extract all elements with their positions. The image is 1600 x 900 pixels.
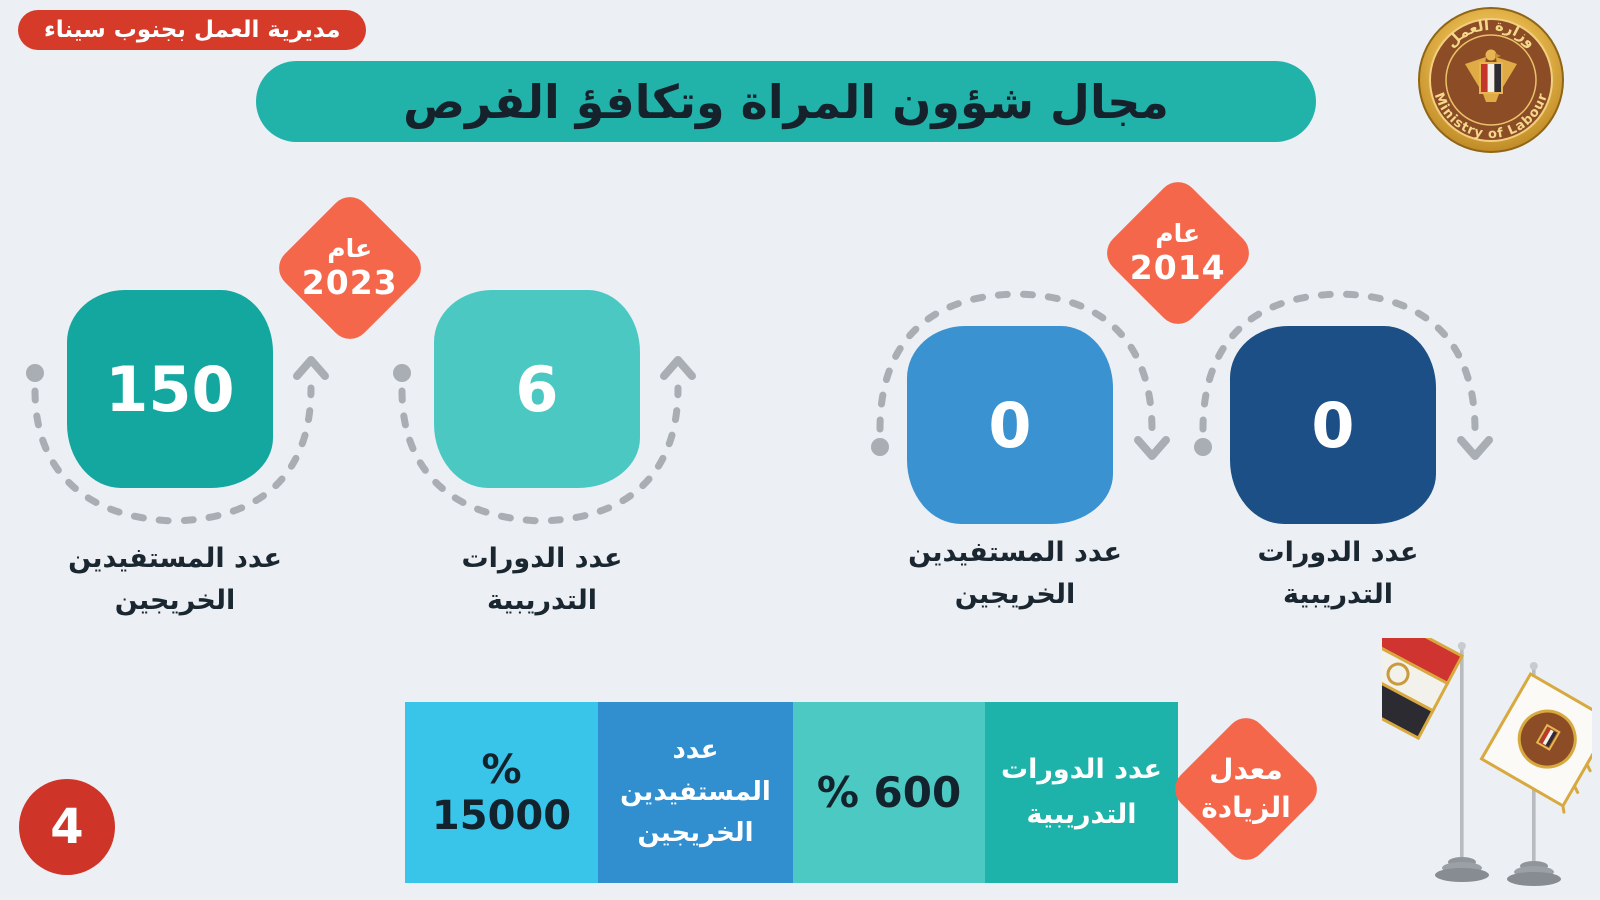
title-banner (256, 61, 1316, 142)
stat-label (382, 538, 702, 622)
stat-label (1178, 532, 1498, 616)
header-line2: التدريبية (1026, 798, 1137, 830)
page-number-badge (19, 779, 115, 875)
courses-rate-value: % 600 (816, 768, 962, 817)
flag-stand-bases (1435, 857, 1561, 886)
directorate-badge-label: مديرية العمل بجنوب سيناء (44, 17, 341, 43)
stat-label-line2: الخريجين (954, 578, 1076, 610)
stat-value: 0 (988, 388, 1032, 462)
rate-line2: الزيادة (1201, 791, 1291, 824)
year-word: عام (327, 233, 373, 263)
stat-card-2023-courses (382, 278, 702, 628)
stat-card-2014-beneficiaries (855, 282, 1175, 632)
stat-value: 0 (1311, 388, 1355, 462)
stat-value: 6 (515, 352, 559, 426)
year-2014-text (1130, 220, 1226, 287)
ministry-of-labour-logo-icon (1416, 5, 1566, 155)
stat-card-2014-courses (1178, 282, 1498, 632)
stat-value: 150 (105, 352, 235, 426)
year-value: 2023 (302, 262, 398, 302)
stat-label-line2: التدريبية (1282, 578, 1394, 610)
year-value: 2014 (1130, 247, 1226, 287)
stat-label-line1: عدد المستفيدين (68, 543, 282, 574)
rate-line1: معدل (1209, 753, 1283, 787)
stat-card-2023-beneficiaries (15, 278, 335, 628)
beneficiaries-rate-cell (405, 702, 598, 883)
stat-label-line1: عدد المستفيدين (908, 537, 1122, 568)
stat-label (15, 538, 335, 622)
stat-label-line1: عدد الدورات (461, 543, 623, 574)
increase-rate-diamond (1167, 710, 1325, 868)
stat-label-line1: عدد الدورات (1257, 537, 1419, 568)
egypt-ministry-desk-flags-icon (1382, 638, 1592, 888)
page-title: مجال شؤون المراة وتكافؤ الفرص (403, 74, 1169, 129)
courses-rate-cell (793, 702, 985, 883)
beneficiaries-header-cell (598, 702, 793, 883)
stat-box (1230, 326, 1436, 524)
stat-box (434, 290, 640, 488)
logo-arabic-name: وزارة العمل (1442, 15, 1540, 52)
egypt-flag (1382, 638, 1462, 742)
stat-label (855, 532, 1175, 616)
courses-header-cell (985, 702, 1178, 883)
increase-rate-text (1201, 751, 1290, 827)
header-line3: الخريجين (637, 818, 754, 849)
header-line1: عدد الدورات (1001, 753, 1162, 785)
logo-english-name: Ministry of Labour (1430, 90, 1552, 143)
increase-rate-bar (405, 702, 1178, 883)
header-line2: المستفيدين (620, 776, 771, 807)
stat-box (907, 326, 1113, 524)
stat-label-line2: التدريبية (486, 584, 598, 616)
page-number: 4 (50, 799, 84, 855)
beneficiaries-rate-value: % 15000 (431, 746, 572, 839)
stat-label-line2: الخريجين (114, 584, 236, 616)
year-word: عام (1155, 218, 1201, 248)
directorate-badge (18, 10, 366, 50)
header-line1: عدد (672, 735, 719, 766)
stat-box (67, 290, 273, 488)
